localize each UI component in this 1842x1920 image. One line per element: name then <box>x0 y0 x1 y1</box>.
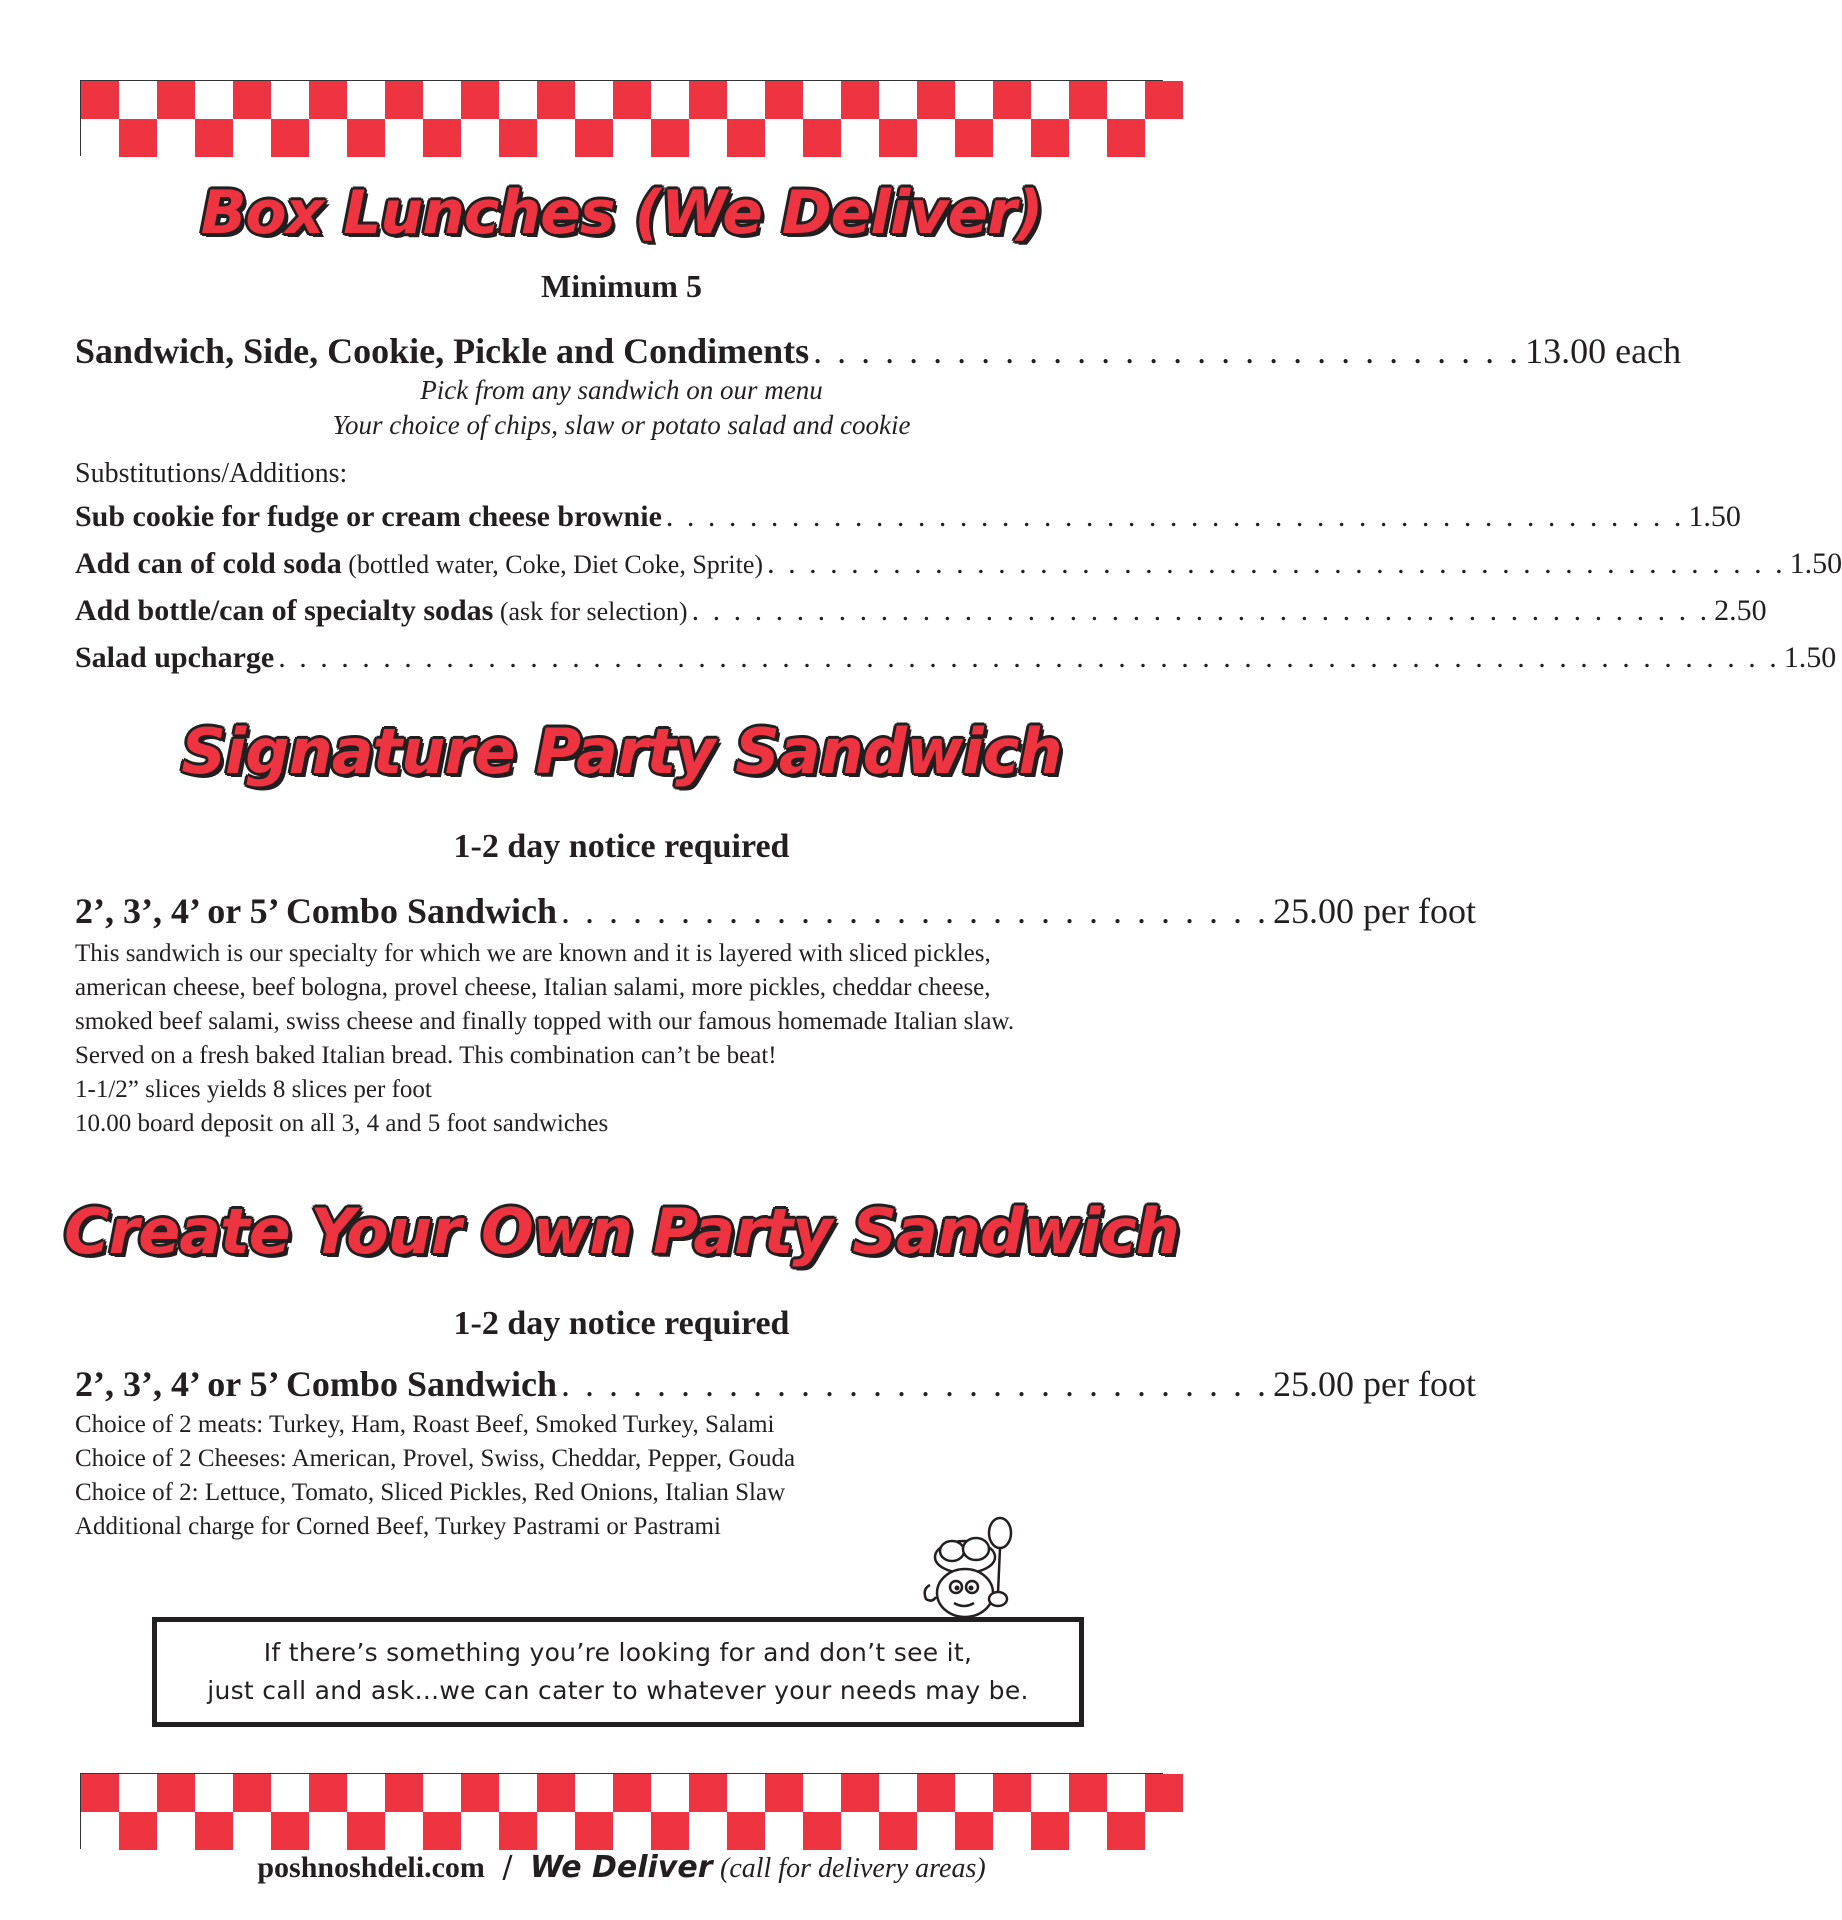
checker-square <box>727 119 765 157</box>
website-link[interactable]: poshnoshdeli.com <box>257 1851 485 1884</box>
signature-title: Signature Party Sandwich <box>181 715 1062 788</box>
checker-pattern-bottom <box>81 1774 1164 1850</box>
checker-square <box>499 1774 537 1812</box>
checker-square <box>157 81 195 119</box>
checker-square <box>347 119 385 157</box>
item-price: 1.50 <box>1688 500 1741 533</box>
checker-square <box>461 1774 499 1812</box>
create-title: Create Your Own Party Sandwich <box>64 1195 1179 1268</box>
item-label: Add bottle/can of specialty sodas <box>75 594 494 627</box>
checker-square <box>347 81 385 119</box>
checker-square <box>81 119 119 157</box>
checker-square <box>803 81 841 119</box>
checker-square <box>423 1774 461 1812</box>
checker-square <box>993 1812 1031 1850</box>
addition-item <box>75 641 1837 675</box>
checker-square <box>651 1812 689 1850</box>
leader-dots: . . . . . . . . . . . . . . . . . . . . . . . . . . . . . . <box>561 891 1270 931</box>
checker-square <box>879 1774 917 1812</box>
checker-square <box>461 119 499 157</box>
checker-square <box>157 1812 195 1850</box>
checker-square <box>271 119 309 157</box>
checker-square <box>1107 1774 1145 1812</box>
checker-square <box>803 1774 841 1812</box>
checker-square <box>423 1812 461 1850</box>
checker-square <box>575 1774 613 1812</box>
checker-square <box>689 81 727 119</box>
checker-square <box>309 1812 347 1850</box>
checker-border-top <box>80 80 1163 156</box>
checker-square <box>1031 1774 1069 1812</box>
checker-square <box>499 81 537 119</box>
checker-square <box>879 1812 917 1850</box>
checker-square <box>765 1812 803 1850</box>
addition-item <box>75 547 1842 581</box>
item-price: 13.00 each <box>1525 331 1682 371</box>
checker-square <box>385 81 423 119</box>
checker-square <box>765 1774 803 1812</box>
leader-dots: . . . . . . . . . . . . . . . . . . . . . . . . . . . . . . . . . . . . . . . . . . . . . . . . . <box>767 547 1786 580</box>
checker-square <box>575 119 613 157</box>
footer <box>0 1850 1243 1885</box>
checker-square <box>917 119 955 157</box>
create-desc-line: Choice of 2: Lettuce, Tomato, Sliced Pickles, Red Onions, Italian Slaw <box>75 1479 786 1506</box>
checker-square <box>689 1774 727 1812</box>
signature-desc-line: 1-1/2” slices yields 8 slices per foot <box>75 1076 432 1103</box>
leader-dots: . . . . . . . . . . . . . . . . . . . . . . . . . . . . . . <box>561 1364 1270 1404</box>
checker-square <box>1069 81 1107 119</box>
item-price: 25.00 per foot <box>1273 1364 1476 1404</box>
checker-square <box>461 81 499 119</box>
leader-dots: . . . . . . . . . . . . . . . . . . . . . . . . . . . . . . . . . . . . . . . . . . . . . . . . . <box>665 500 1685 533</box>
signature-combo-item <box>75 890 1476 932</box>
box-lunches-subtitle: Minimum 5 <box>541 268 702 304</box>
item-note: (bottled water, Coke, Diet Coke, Sprite) <box>341 550 764 579</box>
checker-square <box>651 119 689 157</box>
checker-pattern-top <box>81 81 1164 157</box>
checker-square <box>499 1812 537 1850</box>
checker-square <box>727 81 765 119</box>
checker-square <box>955 1774 993 1812</box>
item-label: 2’, 3’, 4’ or 5’ Combo Sandwich <box>75 891 558 931</box>
checker-square <box>537 119 575 157</box>
checker-square <box>347 1774 385 1812</box>
checker-square <box>233 119 271 157</box>
signature-desc-line: 10.00 board deposit on all 3, 4 and 5 foot sandwiches <box>75 1110 609 1137</box>
checker-square <box>423 81 461 119</box>
box-lunch-desc-1: Pick from any sandwich on our menu <box>420 375 823 405</box>
item-label: Salad upcharge <box>75 641 275 674</box>
checker-square <box>727 1812 765 1850</box>
item-label-group <box>75 594 688 628</box>
checker-square <box>1069 119 1107 157</box>
checker-square <box>955 81 993 119</box>
checker-square <box>1031 1812 1069 1850</box>
checker-square <box>689 119 727 157</box>
checker-square <box>841 119 879 157</box>
checker-square <box>689 1812 727 1850</box>
signature-desc-line: This sandwich is our specialty for which we are known and it is layered with sliced pickles, <box>75 940 991 967</box>
checker-square <box>271 1774 309 1812</box>
checker-square <box>879 119 917 157</box>
checker-square <box>879 81 917 119</box>
checker-square <box>993 1774 1031 1812</box>
create-desc-line: Choice of 2 Cheeses: American, Provel, Swiss, Cheddar, Pepper, Gouda <box>75 1445 796 1472</box>
checker-square <box>157 1774 195 1812</box>
item-price: 2.50 <box>1714 594 1767 627</box>
checker-square <box>537 1812 575 1850</box>
checker-square <box>613 1774 651 1812</box>
checker-square <box>1031 119 1069 157</box>
checker-square <box>1107 119 1145 157</box>
checker-square <box>499 119 537 157</box>
checker-square <box>727 1774 765 1812</box>
checker-square <box>1069 1774 1107 1812</box>
checker-square <box>917 1774 955 1812</box>
addition-item <box>75 500 1741 534</box>
checker-square <box>271 81 309 119</box>
checker-square <box>1145 81 1183 119</box>
create-notice: 1-2 day notice required <box>453 1305 790 1342</box>
checker-square <box>309 1774 347 1812</box>
box-lunch-desc-2: Your choice of chips, slaw or potato salad and cookie <box>332 410 911 440</box>
checker-square <box>1145 1774 1183 1812</box>
checker-square <box>993 119 1031 157</box>
checker-square <box>347 1812 385 1850</box>
checker-square <box>613 81 651 119</box>
checker-square <box>613 119 651 157</box>
checker-square <box>765 119 803 157</box>
checker-square <box>993 81 1031 119</box>
checker-square <box>537 1774 575 1812</box>
checker-square <box>841 81 879 119</box>
checker-square <box>385 1812 423 1850</box>
item-price: 25.00 per foot <box>1273 891 1476 931</box>
checker-square <box>233 81 271 119</box>
checker-square <box>765 81 803 119</box>
checker-square <box>1069 1812 1107 1850</box>
checker-square <box>1107 1812 1145 1850</box>
checker-square <box>195 81 233 119</box>
checker-square <box>119 1812 157 1850</box>
checker-square <box>309 119 347 157</box>
item-label: Add can of cold soda <box>75 547 342 580</box>
checker-square <box>385 119 423 157</box>
we-deliver-label: We Deliver <box>530 1850 713 1885</box>
checker-square <box>955 1812 993 1850</box>
note-line-1: If there’s something you’re looking for and don’t see it, <box>263 1638 973 1667</box>
footer-separator: / <box>502 1850 513 1885</box>
checker-square <box>1031 81 1069 119</box>
box-lunches-title: Box Lunches (We Deliver) <box>200 178 1043 248</box>
item-note: (ask for selection) <box>493 597 688 626</box>
signature-desc-line: smoked beef salami, swiss cheese and finally topped with our famous homemade Italian slaw. <box>75 1008 1015 1035</box>
item-label-group <box>75 547 763 581</box>
checker-square <box>803 1812 841 1850</box>
checker-square <box>1145 1812 1183 1850</box>
checker-square <box>613 1812 651 1850</box>
checker-square <box>917 81 955 119</box>
item-label: 2’, 3’, 4’ or 5’ Combo Sandwich <box>75 1364 558 1404</box>
note-line-2: just call and ask...we can cater to whatever your needs may be. <box>207 1676 1029 1705</box>
checker-square <box>119 81 157 119</box>
leader-dots: . . . . . . . . . . . . . . . . . . . . . . . . . . . . . . . . . . . . . . . . . . . . . . . . . . . . . . . . . . . . . . . . . . . . . . . . <box>278 641 1780 674</box>
checker-square <box>1145 119 1183 157</box>
checker-square <box>157 119 195 157</box>
checker-square <box>575 81 613 119</box>
checker-square <box>195 1774 233 1812</box>
checker-square <box>841 1812 879 1850</box>
create-combo-item <box>75 1363 1476 1405</box>
checker-square <box>841 1774 879 1812</box>
checker-square <box>233 1812 271 1850</box>
chef-mascot-icon <box>910 1515 1030 1625</box>
checker-square <box>195 119 233 157</box>
signature-desc-line: american cheese, beef bologna, provel cheese, Italian salami, more pickles, cheddar cheese, <box>75 974 991 1001</box>
checker-square <box>917 1812 955 1850</box>
checker-square <box>81 81 119 119</box>
addition-item <box>75 594 1767 628</box>
catering-note-box <box>152 1617 1084 1727</box>
delivery-areas-note: (call for delivery areas) <box>720 1853 986 1884</box>
checker-square <box>955 119 993 157</box>
create-desc-line: Additional charge for Corned Beef, Turkey Pastrami or Pastrami <box>75 1513 721 1540</box>
checker-square <box>271 1812 309 1850</box>
checker-square <box>195 1812 233 1850</box>
box-lunch-main-item <box>75 330 1682 372</box>
checker-square <box>1107 81 1145 119</box>
item-label: Sub cookie for fudge or cream cheese brownie <box>75 500 662 533</box>
checker-square <box>233 1774 271 1812</box>
checker-square <box>81 1812 119 1850</box>
signature-desc-line: Served on a fresh baked Italian bread. This combination can’t be beat! <box>75 1042 777 1069</box>
substitutions-heading: Substitutions/Additions: <box>75 458 348 489</box>
checker-square <box>651 81 689 119</box>
checker-square <box>575 1812 613 1850</box>
checker-border-bottom <box>80 1773 1163 1849</box>
item-price: 1.50 <box>1789 547 1842 580</box>
leader-dots: . . . . . . . . . . . . . . . . . . . . . . . . . . . . . . <box>813 331 1522 371</box>
checker-square <box>423 119 461 157</box>
checker-square <box>461 1812 499 1850</box>
checker-square <box>651 1774 689 1812</box>
checker-square <box>803 119 841 157</box>
checker-square <box>309 81 347 119</box>
checker-square <box>119 1774 157 1812</box>
create-desc-line: Choice of 2 meats: Turkey, Ham, Roast Beef, Smoked Turkey, Salami <box>75 1411 775 1438</box>
item-price: 1.50 <box>1783 641 1837 674</box>
item-label: Sandwich, Side, Cookie, Pickle and Condiments <box>75 331 810 371</box>
checker-square <box>81 1774 119 1812</box>
checker-square <box>119 119 157 157</box>
leader-dots: . . . . . . . . . . . . . . . . . . . . . . . . . . . . . . . . . . . . . . . . . . . . . . . . . <box>691 594 1711 627</box>
checker-square <box>385 1774 423 1812</box>
checker-square <box>537 81 575 119</box>
signature-notice: 1-2 day notice required <box>453 828 790 865</box>
